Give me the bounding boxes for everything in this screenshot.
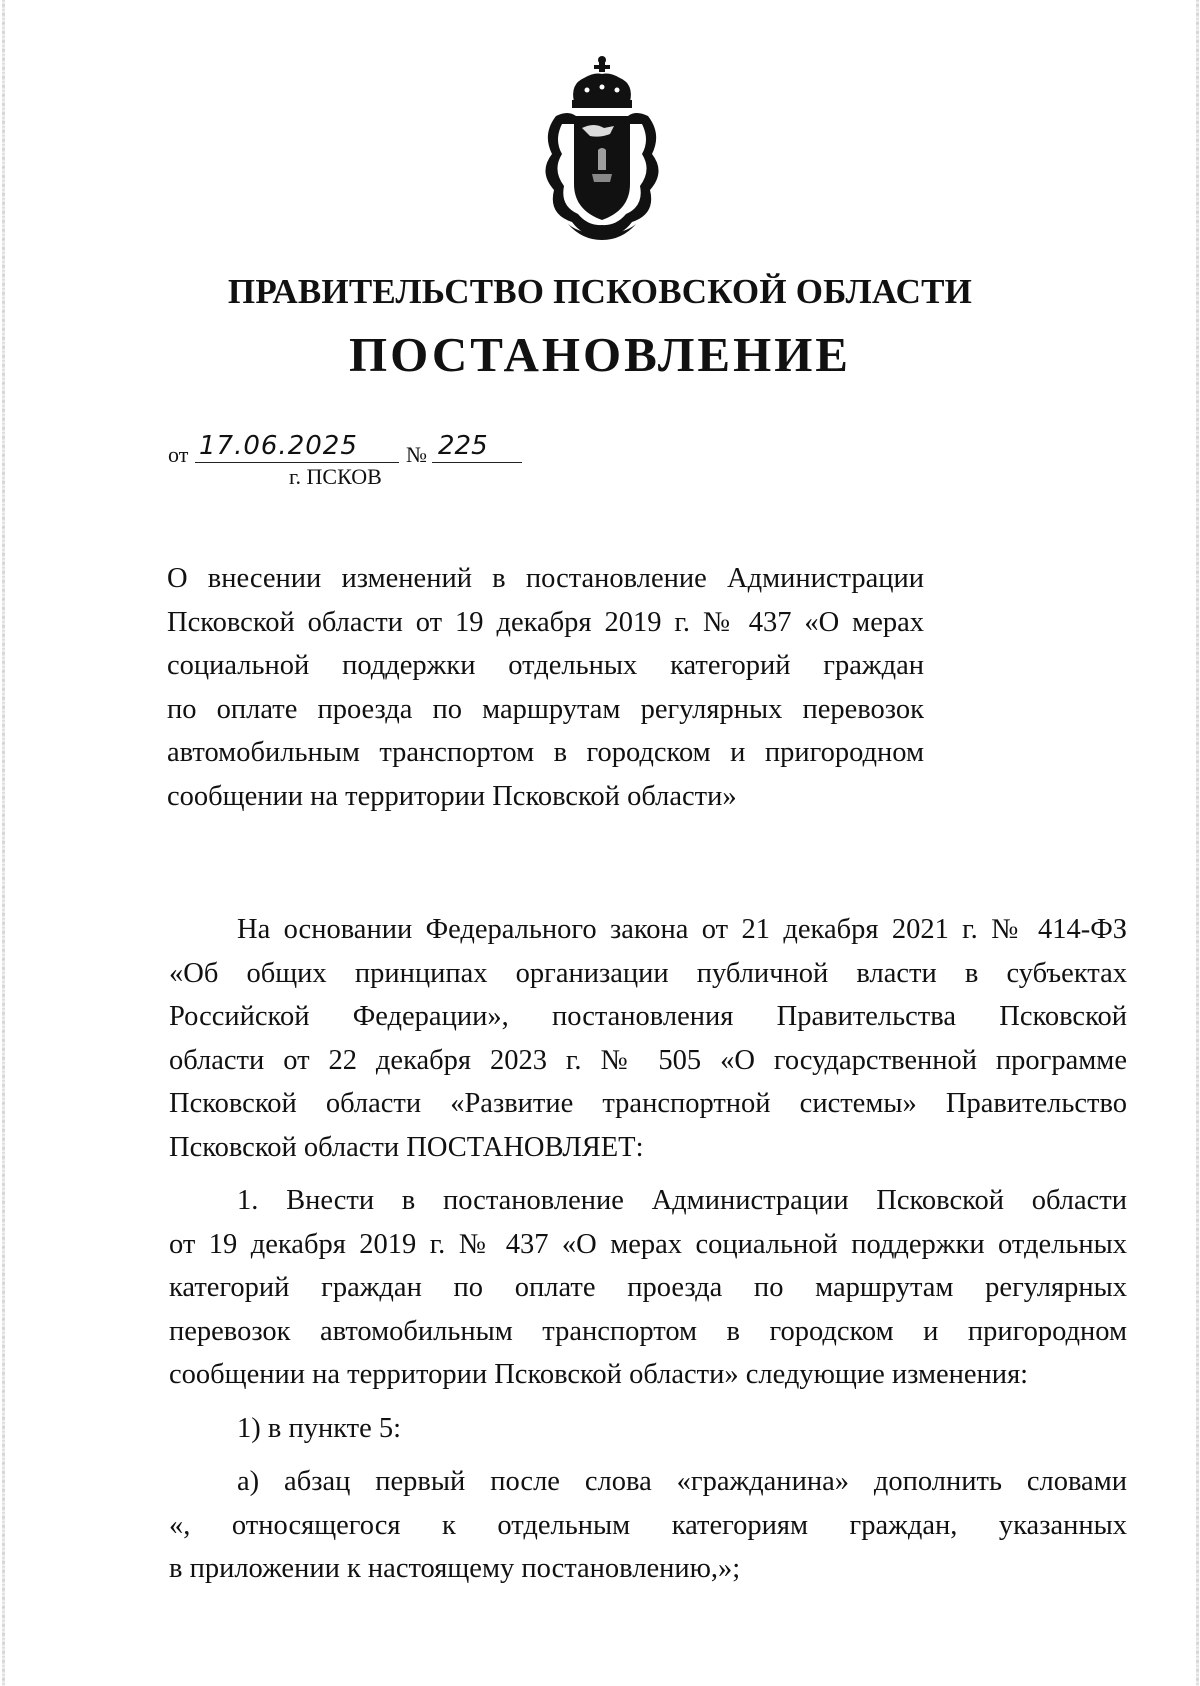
- preamble-paragraph: [169, 908, 1127, 1169]
- subject-line: социальной поддержки отдельных категорий граждан: [167, 650, 924, 681]
- city-name: г. ПСКОВ: [289, 464, 382, 489]
- preamble-line: На основании Федерального закона от 21 декабря 2021 г. № 414-ФЗ: [237, 914, 1127, 945]
- document-body: [169, 908, 1127, 1591]
- subitem-a-line: «, относящегося к отдельным категориям граждан, указанных: [169, 1509, 1127, 1541]
- subitem-a-line: в приложении к настоящему постановлению,»;: [169, 1553, 741, 1584]
- document-date: 17.06.2025: [195, 430, 399, 463]
- scan-edge-right: [1196, 0, 1199, 1686]
- subject-line: О внесении изменений в постановление Администрации: [167, 563, 924, 594]
- document-subject: [167, 557, 924, 818]
- subitem-1-line: 1) в пункте 5:: [237, 1412, 402, 1444]
- subject-line: сообщении на территории Псковской области»: [167, 780, 737, 812]
- scan-edge-left: [2, 0, 5, 1686]
- government-title: ПРАВИТЕЛЬСТВО ПСКОВСКОЙ ОБЛАСТИ: [227, 272, 973, 311]
- subject-line: автомобильным транспортом в городском и пригородном: [167, 737, 924, 768]
- preamble-line: области от 22 декабря 2023 г. № 505 «О государственной программе: [169, 1044, 1127, 1076]
- item-1-line: 1. Внести в постановление Администрации Псковской области: [237, 1185, 1127, 1216]
- preamble-line: Псковской области «Развитие транспортной системы» Правительство: [169, 1088, 1127, 1119]
- preamble-line: Российской Федерации», постановления Правительства Псковской: [169, 1001, 1127, 1032]
- subitem-a-paragraph: [169, 1460, 1127, 1591]
- subject-line: по оплате проезда по маршрутам регулярных перевозок: [167, 693, 924, 725]
- preamble-line: «Об общих принципах организации публичной власти в субъектах: [169, 957, 1127, 989]
- preamble-line: Псковской области ПОСТАНОВЛЯЕТ:: [169, 1131, 644, 1163]
- item-1-line: сообщении на территории Псковской области» следующие изменения:: [169, 1359, 1029, 1390]
- item-1-line: от 19 декабря 2019 г. № 437 «О мерах социальной поддержки отдельных: [169, 1228, 1127, 1260]
- subject-line: Псковской области от 19 декабря 2019 г. № 437 «О мерах: [167, 606, 924, 638]
- item-1-line: перевозок автомобильным транспортом в городском и пригородном: [169, 1315, 1127, 1347]
- item-1-paragraph: [169, 1179, 1127, 1397]
- document-type-title: ПОСТАНОВЛЕНИЕ: [349, 327, 851, 382]
- item-1-line: категорий граждан по оплате проезда по маршрутам регулярных: [169, 1272, 1127, 1303]
- subitem-1-paragraph: [169, 1407, 1127, 1451]
- number-label: №: [406, 442, 427, 467]
- date-prefix: от: [168, 442, 189, 467]
- subitem-a-line: а) абзац первый после слова «гражданина» дополнить словами: [237, 1466, 1127, 1497]
- document-number: 225: [432, 430, 522, 463]
- coat-of-arms-emblem: [532, 54, 672, 242]
